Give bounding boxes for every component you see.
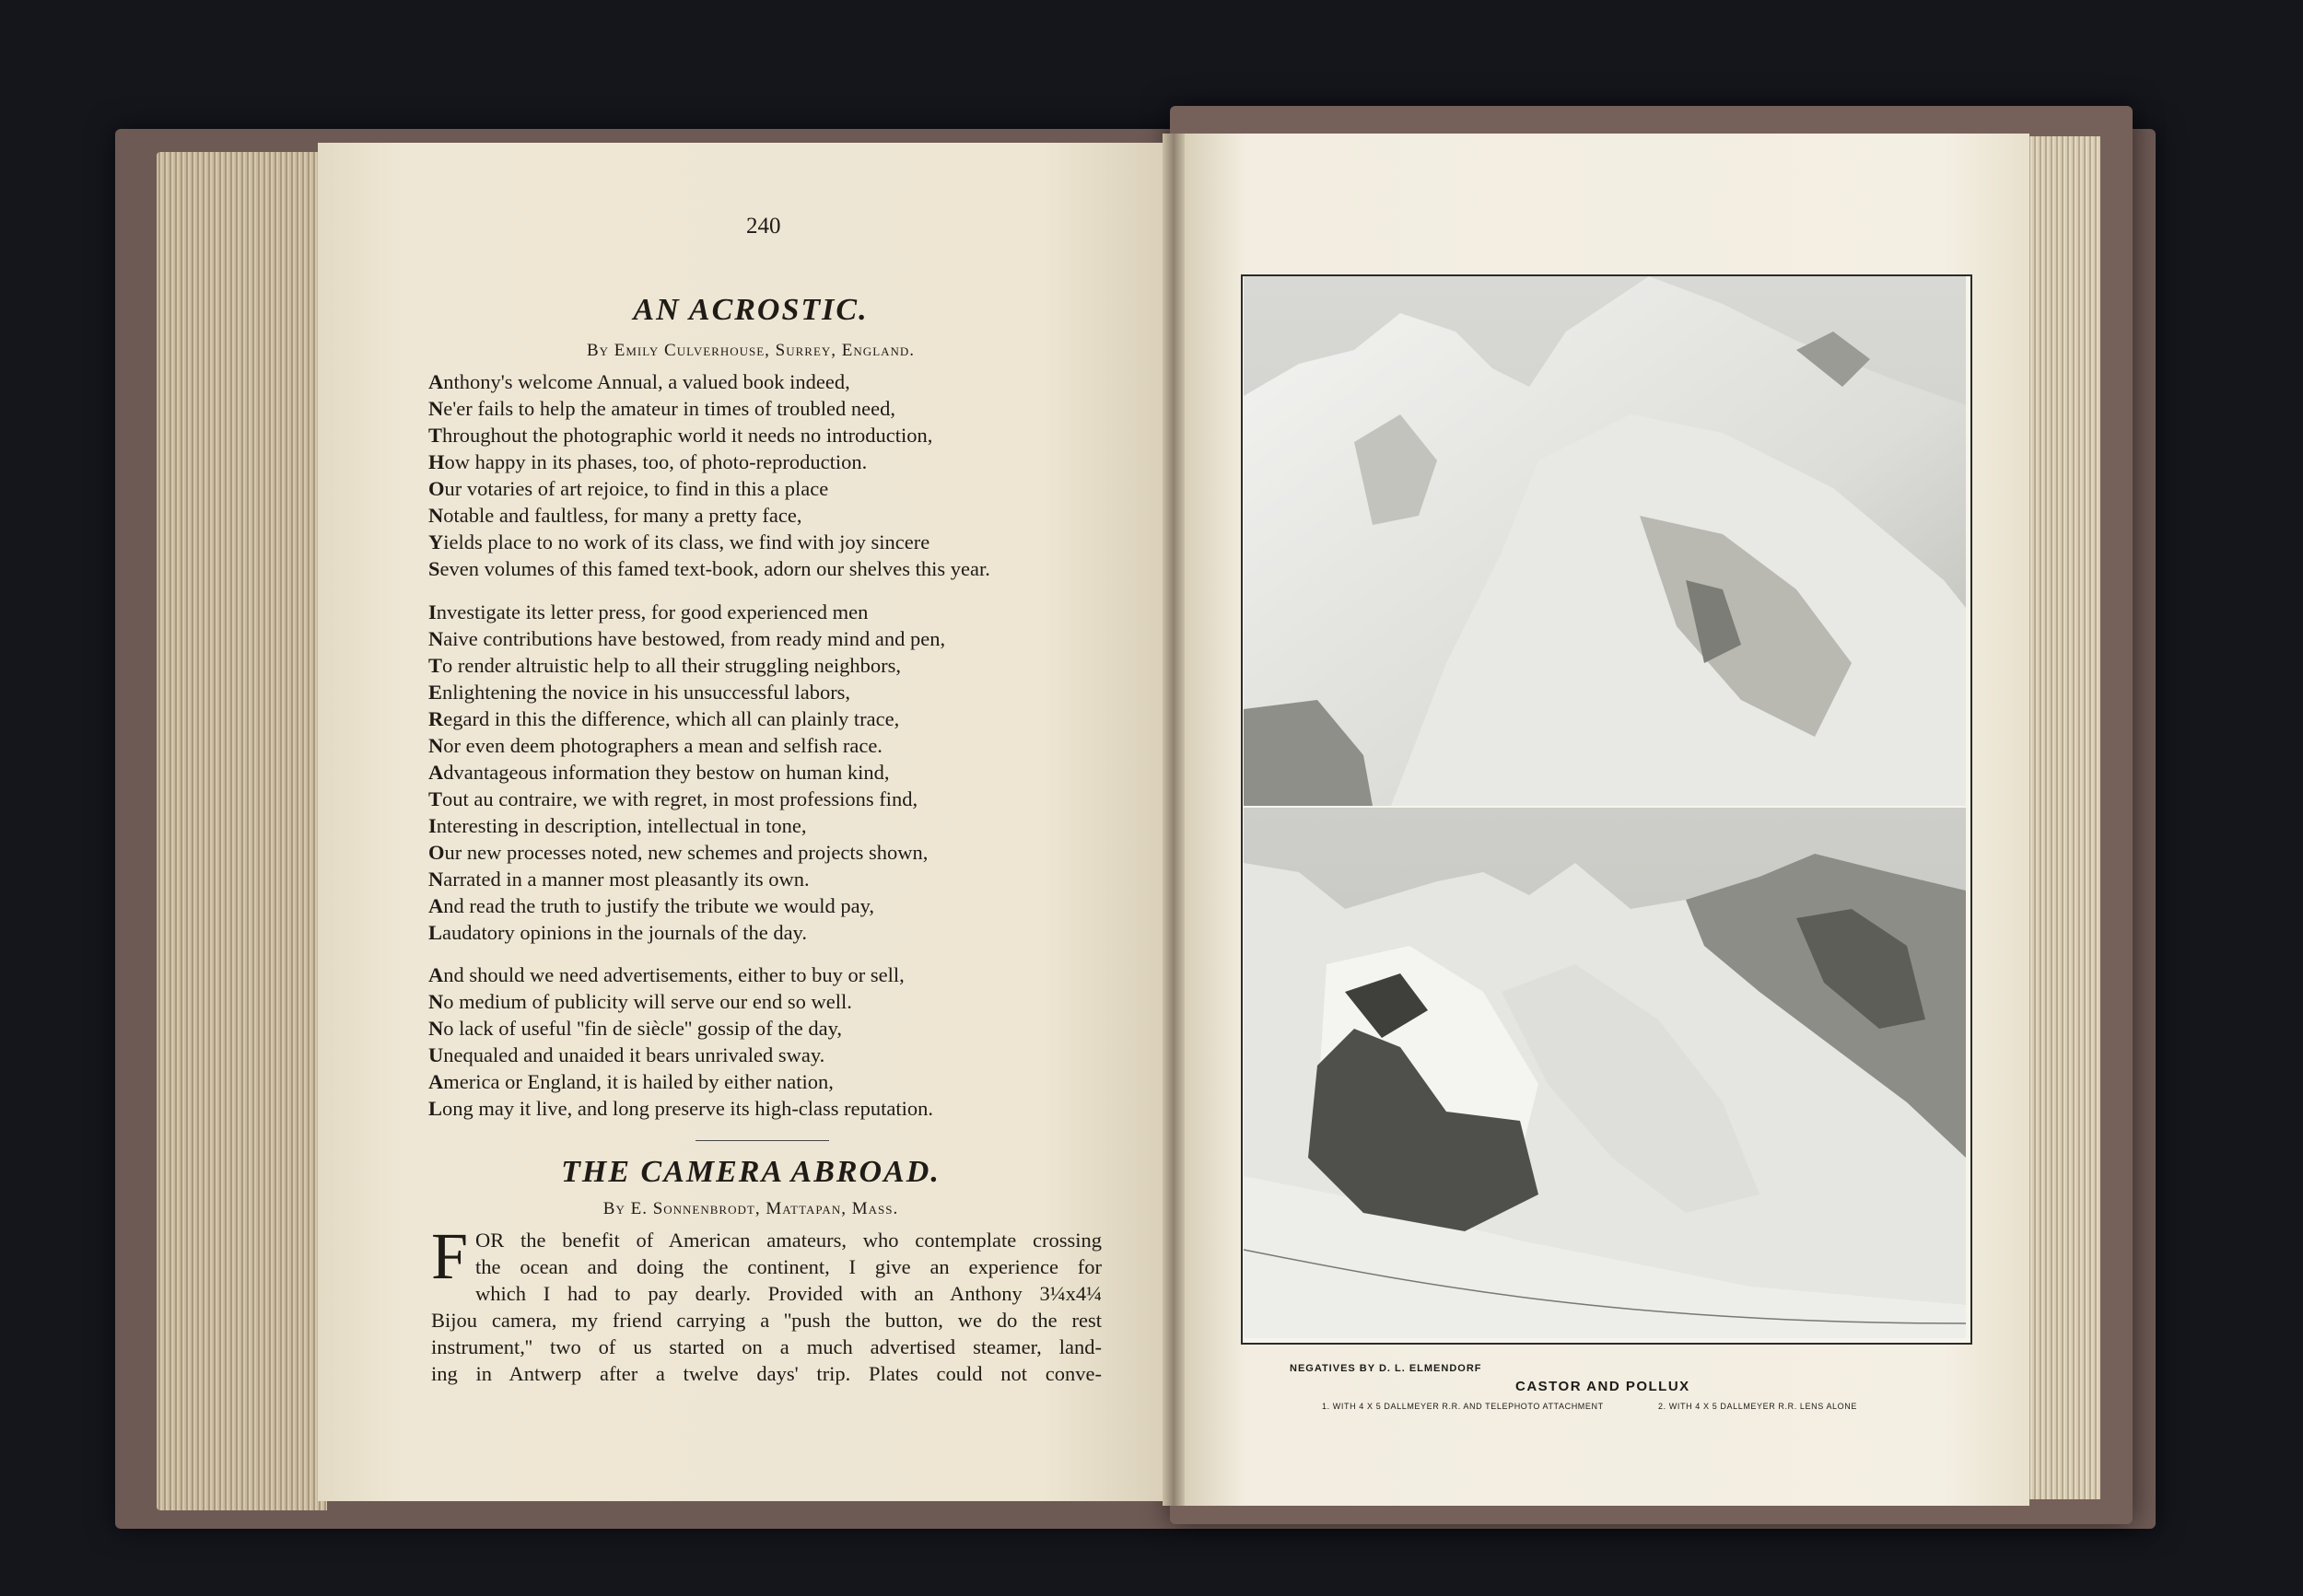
section-divider bbox=[696, 1140, 829, 1141]
poem-line-text: ields place to no work of its class, we find with joy sincere bbox=[443, 530, 930, 553]
acrostic-initial: N bbox=[428, 397, 444, 420]
acrostic-initial: N bbox=[428, 627, 444, 650]
poem-line-text: nd read the truth to justify the tribute we would pay, bbox=[443, 894, 875, 917]
poem-line bbox=[428, 502, 990, 529]
poem-line-text: nthony's welcome Annual, a valued book indeed, bbox=[443, 370, 850, 393]
photo-credit: NEGATIVES BY D. L. ELMENDORF bbox=[1290, 1363, 1482, 1374]
acrostic-initial: O bbox=[428, 477, 445, 500]
poem-line-text: arrated in a manner most pleasantly its own. bbox=[443, 868, 810, 891]
acrostic-stanza-1 bbox=[428, 368, 990, 582]
poem-line bbox=[428, 1095, 933, 1122]
book-gutter bbox=[1163, 134, 1185, 1506]
poem-line bbox=[428, 555, 990, 582]
poem-line-text: o render altruistic help to all their struggling neighbors, bbox=[442, 654, 902, 677]
poem-line bbox=[428, 786, 945, 812]
poem-line bbox=[428, 759, 945, 786]
page-stack-left bbox=[157, 152, 327, 1510]
page-number: 240 bbox=[746, 214, 781, 239]
poem-line bbox=[428, 652, 945, 679]
acrostic-initial: I bbox=[428, 814, 437, 837]
acrostic-initial: N bbox=[428, 1017, 444, 1040]
poem-line bbox=[428, 625, 945, 652]
camera-abroad-body bbox=[431, 1219, 1102, 1387]
camera-abroad-title: THE CAMERA ABROAD. bbox=[561, 1155, 941, 1189]
poem-line-text: hroughout the photographic world it needs no introduction, bbox=[442, 424, 933, 447]
acrostic-initial: N bbox=[428, 868, 444, 891]
prose-line: OR the benefit of American amateurs, who contemplate crossing bbox=[475, 1229, 1102, 1252]
photo-castor-and-pollux-lens-alone bbox=[1244, 808, 1966, 1338]
acrostic-initial: S bbox=[428, 557, 440, 580]
acrostic-initial: L bbox=[428, 1097, 443, 1120]
acrostic-initial: A bbox=[428, 894, 444, 917]
acrostic-initial: T bbox=[428, 654, 443, 677]
plate-note-1: 1. WITH 4 X 5 DALLMEYER R.R. AND TELEPHOTO ATTACHMENT bbox=[1322, 1402, 1604, 1411]
acrostic-initial: O bbox=[428, 841, 445, 864]
prose-line: the ocean and doing the continent, I give an experience for bbox=[475, 1255, 1102, 1278]
poem-line-text: ow happy in its phases, too, of photo-reproduction. bbox=[444, 450, 868, 473]
poem-line bbox=[428, 866, 945, 892]
poem-line-text: ong may it live, and long preserve its high-class reputation. bbox=[442, 1097, 934, 1120]
poem-line bbox=[428, 892, 945, 919]
poem-line-text: merica or England, it is hailed by either nation, bbox=[443, 1070, 834, 1093]
poem-line bbox=[428, 988, 933, 1015]
acrostic-initial: A bbox=[428, 1070, 444, 1093]
acrostic-initial: U bbox=[428, 1043, 444, 1066]
acrostic-stanza-3 bbox=[428, 961, 933, 1122]
prose-line: ing in Antwerp after a twelve days' trip. Plates could not conve- bbox=[431, 1362, 1102, 1385]
poem-line bbox=[428, 1042, 933, 1068]
poem-line bbox=[428, 529, 990, 555]
acrostic-initial: N bbox=[428, 990, 444, 1013]
poem-line bbox=[428, 475, 990, 502]
poem-line bbox=[428, 919, 945, 946]
poem-line-text: aive contributions have bestowed, from ready mind and pen, bbox=[443, 627, 946, 650]
acrostic-initial: N bbox=[428, 504, 444, 527]
acrostic-title: AN ACROSTIC. bbox=[633, 293, 869, 327]
poem-line-text: nvestigate its letter press, for good experienced men bbox=[436, 600, 869, 623]
poem-line-text: e'er fails to help the amateur in times of troubled need, bbox=[443, 397, 896, 420]
poem-line bbox=[428, 839, 945, 866]
acrostic-initial: R bbox=[428, 707, 444, 730]
acrostic-initial: I bbox=[428, 600, 437, 623]
acrostic-initial: T bbox=[428, 787, 443, 810]
acrostic-initial: N bbox=[428, 734, 444, 757]
drop-cap: F bbox=[431, 1219, 469, 1293]
poem-line bbox=[428, 732, 945, 759]
acrostic-initial: T bbox=[428, 424, 443, 447]
poem-line-text: or even deem photographers a mean and selfish race. bbox=[443, 734, 883, 757]
poem-line-text: otable and faultless, for many a pretty face, bbox=[443, 504, 802, 527]
prose-line: Bijou camera, my friend carrying a ''push the button, we do the rest bbox=[431, 1309, 1102, 1332]
poem-line bbox=[428, 395, 990, 422]
acrostic-initial: E bbox=[428, 681, 443, 704]
photo-castor-and-pollux-telephoto bbox=[1244, 276, 1966, 806]
poem-line-text: ur votaries of art rejoice, to find in this a place bbox=[444, 477, 829, 500]
poem-line bbox=[428, 705, 945, 732]
acrostic-byline: By Emily Culverhouse, Surrey, England. bbox=[586, 341, 916, 360]
acrostic-stanza-2 bbox=[428, 599, 945, 946]
poem-line-text: dvantageous information they bestow on human kind, bbox=[443, 761, 890, 784]
poem-line-text: audatory opinions in the journals of the day. bbox=[442, 921, 807, 944]
poem-line-text: nequaled and unaided it bears unrivaled sway. bbox=[443, 1043, 825, 1066]
poem-line bbox=[428, 679, 945, 705]
poem-line bbox=[428, 368, 990, 395]
acrostic-initial: A bbox=[428, 963, 444, 986]
poem-line bbox=[428, 1068, 933, 1095]
poem-line-text: o medium of publicity will serve our end so well. bbox=[443, 990, 852, 1013]
acrostic-initial: L bbox=[428, 921, 443, 944]
poem-line-text: out au contraire, we with regret, in most professions find, bbox=[442, 787, 918, 810]
poem-line bbox=[428, 1015, 933, 1042]
plate-caption: CASTOR AND POLLUX bbox=[1515, 1379, 1690, 1394]
acrostic-initial: Y bbox=[428, 530, 444, 553]
poem-line-text: even volumes of this famed text-book, adorn our shelves this year. bbox=[439, 557, 990, 580]
poem-line-text: o lack of useful ''fin de siècle'' gossip of the day, bbox=[443, 1017, 843, 1040]
prose-line: instrument,'' two of us started on a much advertised steamer, land- bbox=[431, 1335, 1102, 1358]
poem-line-text: nteresting in description, intellectual in tone, bbox=[436, 814, 807, 837]
poem-line bbox=[428, 599, 945, 625]
poem-line bbox=[428, 812, 945, 839]
poem-line-text: ur new processes noted, new schemes and projects shown, bbox=[444, 841, 929, 864]
prose-line: which I had to pay dearly. Provided with an Anthony 3¼x4¼ bbox=[475, 1282, 1102, 1305]
camera-abroad-byline: By E. Sonnenbrodt, Mattapan, Mass. bbox=[602, 1199, 899, 1218]
acrostic-initial: A bbox=[428, 370, 444, 393]
poem-line-text: nd should we need advertisements, either to buy or sell, bbox=[443, 963, 905, 986]
poem-line bbox=[428, 422, 990, 449]
poem-line bbox=[428, 961, 933, 988]
acrostic-initial: A bbox=[428, 761, 444, 784]
acrostic-initial: H bbox=[428, 450, 445, 473]
poem-line bbox=[428, 449, 990, 475]
plate-note-2: 2. WITH 4 X 5 DALLMEYER R.R. LENS ALONE bbox=[1658, 1402, 1857, 1411]
poem-line-text: nlightening the novice in his unsuccessful labors, bbox=[442, 681, 851, 704]
poem-line-text: egard in this the difference, which all can plainly trace, bbox=[443, 707, 900, 730]
page-stack-right bbox=[2027, 136, 2100, 1499]
